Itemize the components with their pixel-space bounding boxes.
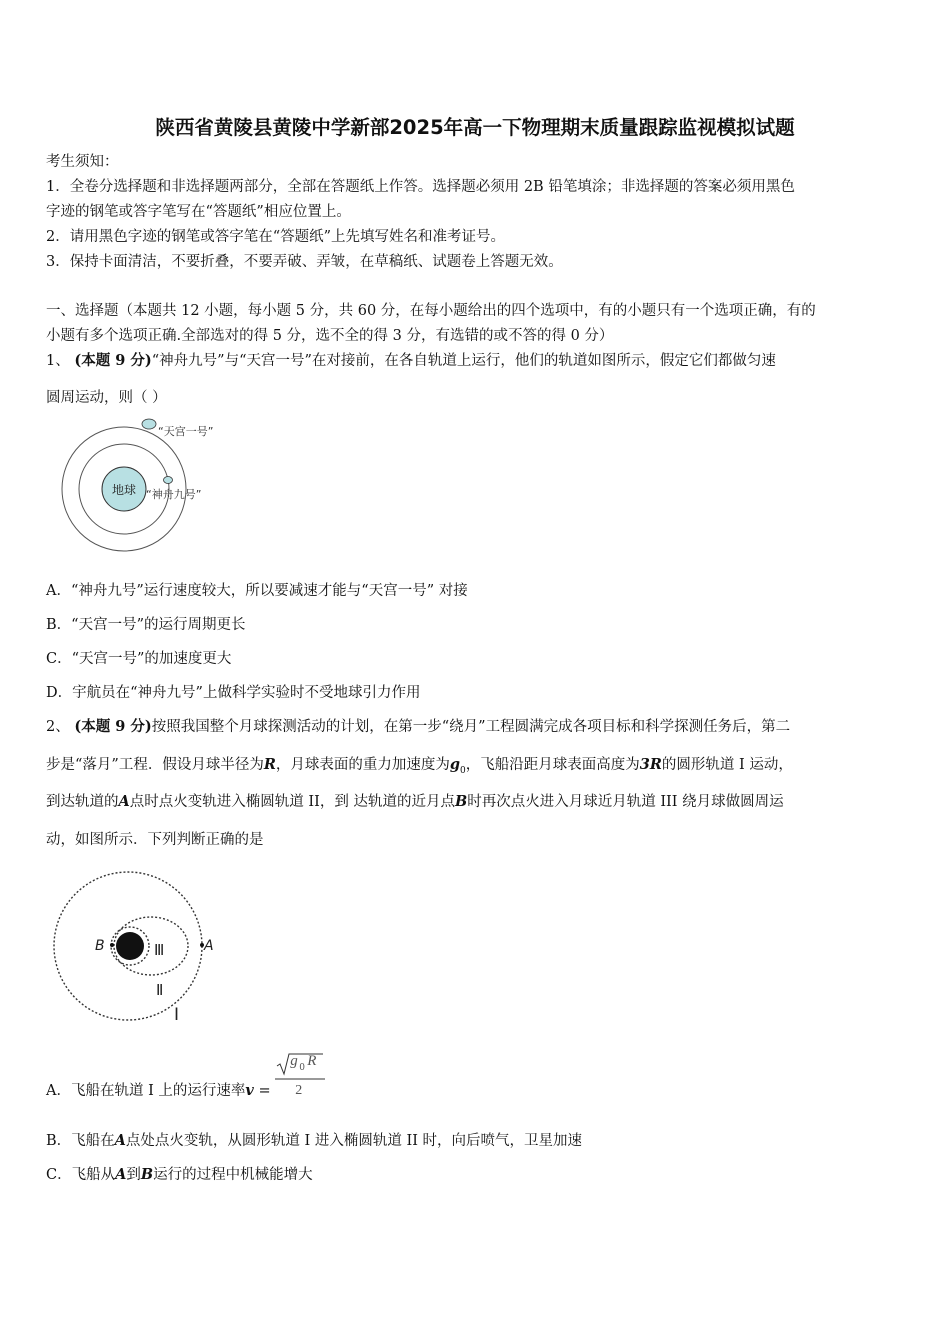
orbit-diagram-moon [48,866,218,1031]
q2-stem-line1 [46,717,790,737]
formula-R: R [307,1053,317,1069]
q2-text-3c: 时再次点火进入月球近月轨道 III 绕月球做圆周运 [467,794,784,810]
q1-option-a: A．“神舟九号”运行速度较大，所以要减速才能与“天宫一号” 对接 [46,583,468,599]
q2-text-2b: ，月球表面的重力加速度为 [275,757,450,773]
q2-text-2c: ，飞船沿距月球表面高度为 [465,757,640,773]
tiangong-label: “天宫一号” [158,425,214,438]
q2-var-R: R [263,756,276,773]
q2-option-c [46,1165,313,1185]
q2-stem-line3 [46,792,784,812]
formula-g: g [290,1053,298,1069]
formula-denominator: 2 [295,1083,303,1098]
q1-stem-line1 [46,351,776,371]
earth-label: 地球 [111,483,137,497]
label-III: Ⅲ [154,941,165,959]
notice-item-2: 2．请用黑色字迹的钢笔或答字笔在“答题纸”上先填写姓名和准考证号。 [46,229,506,245]
q2-option-a-v: v [245,1082,254,1099]
q2-text-3a: 到达轨道的 [46,794,119,810]
q2-option-b-a: B．飞船在 [46,1133,115,1149]
orbit-diagram-earth [55,412,255,572]
notice-item-1b: 字迹的钢笔或答字笔写在“答题纸”相应位置上。 [46,204,351,220]
q2-stem-line4: 动，如图所示．下列判断正确的是 [46,832,264,848]
formula-g-sub: 0 [299,1063,305,1073]
q2-var-A: A [118,793,130,810]
q2-option-c-var-B: B [140,1166,154,1183]
q2-score: (本题 9 分) [74,718,152,735]
q2-var-B: B [454,793,468,810]
q1-option-c: C．“天宫一号”的加速度更大 [46,651,232,667]
q2-var-g-sub: 0 [460,765,466,776]
q2-text-2d: 的圆形轨道 I 运动， [661,757,793,773]
notice-item-1a: 1．全卷分选择题和非选择题两部分，全部在答题纸上作答。选择题必须用 2B 铅笔填涂；非选择题的答案必须用黑色 [46,179,795,195]
label-I: I [174,1005,180,1025]
q2-option-b [46,1131,582,1151]
section-intro-2: 小题有多个选项正确.全部选对的得 5 分，选不全的得 3 分，有选错的或不答的得 0 分） [46,328,614,344]
q1-stem-a: “神舟九号”与“天宫一号”在对接前，在各自轨道上运行，他们的轨道如图所示，假定它们都做匀速 [151,353,776,369]
q2-option-a-eq: = [253,1083,276,1099]
q2-option-a-text: A．飞船在轨道 I 上的运行速率 [46,1083,246,1099]
q2-option-b-var-A: A [114,1132,126,1149]
q1-stem-line2: 圆周运动，则（ ） [46,390,167,406]
shenzhou-label: “神舟九号” [146,488,202,501]
q1-number: 1、 [46,353,70,369]
q2-stem-line2 [46,755,793,781]
formula-fraction [275,1052,327,1106]
q2-text-1: 按照我国整个月球探测活动的计划，在第一步“绕月”工程圆满完成各项目标和科学探测任务后，第二 [151,719,791,735]
q2-option-c-a: C．飞船从 [46,1167,116,1183]
q2-option-c-var-A: A [115,1166,127,1183]
q2-text-3b: 点时点火变轨进入椭圆轨道 II，到 达轨道的近月点 [129,794,455,810]
label-II: Ⅱ [156,981,164,999]
q2-option-a [46,1053,327,1104]
q2-option-c-c: 运行的过程中机械能增大 [153,1167,313,1183]
q2-option-b-b: 点处点火变轨，从圆形轨道 I 进入椭圆轨道 II 时，向后喷气，卫星加速 [125,1133,583,1149]
moon-disc [116,932,144,960]
q2-text-2a: 步是“落月”工程．假设月球半径为 [46,757,264,773]
tiangong-satellite [142,419,156,429]
q2-var-g: g [449,756,461,773]
q2-option-c-b: 到 [126,1167,141,1183]
label-A: A [204,938,214,954]
q1-score: (本题 9 分) [74,352,152,369]
point-B [110,943,114,947]
section-intro-1: 一、选择题（本题共 12 小题，每小题 5 分，共 60 分，在每小题给出的四个选项中，有的小题只有一个选项正确，有的 [46,303,816,319]
q1-option-b: B．“天宫一号”的运行周期更长 [46,617,246,633]
label-B: B [95,938,105,954]
notice-heading: 考生须知： [46,154,119,170]
q2-var-3R: 3R [639,756,662,773]
q1-option-d: D．宇航员在“神舟九号”上做科学实验时不受地球引力作用 [46,685,421,701]
q2-number: 2、 [46,719,70,735]
notice-item-3: 3．保持卡面清洁，不要折叠，不要弄破、弄皱，在草稿纸、试题卷上答题无效。 [46,254,563,270]
page-title: 陕西省黄陵县黄陵中学新部2025年高一下物理期末质量跟踪监视模拟试题 [155,116,795,139]
shenzhou-satellite [164,477,173,484]
